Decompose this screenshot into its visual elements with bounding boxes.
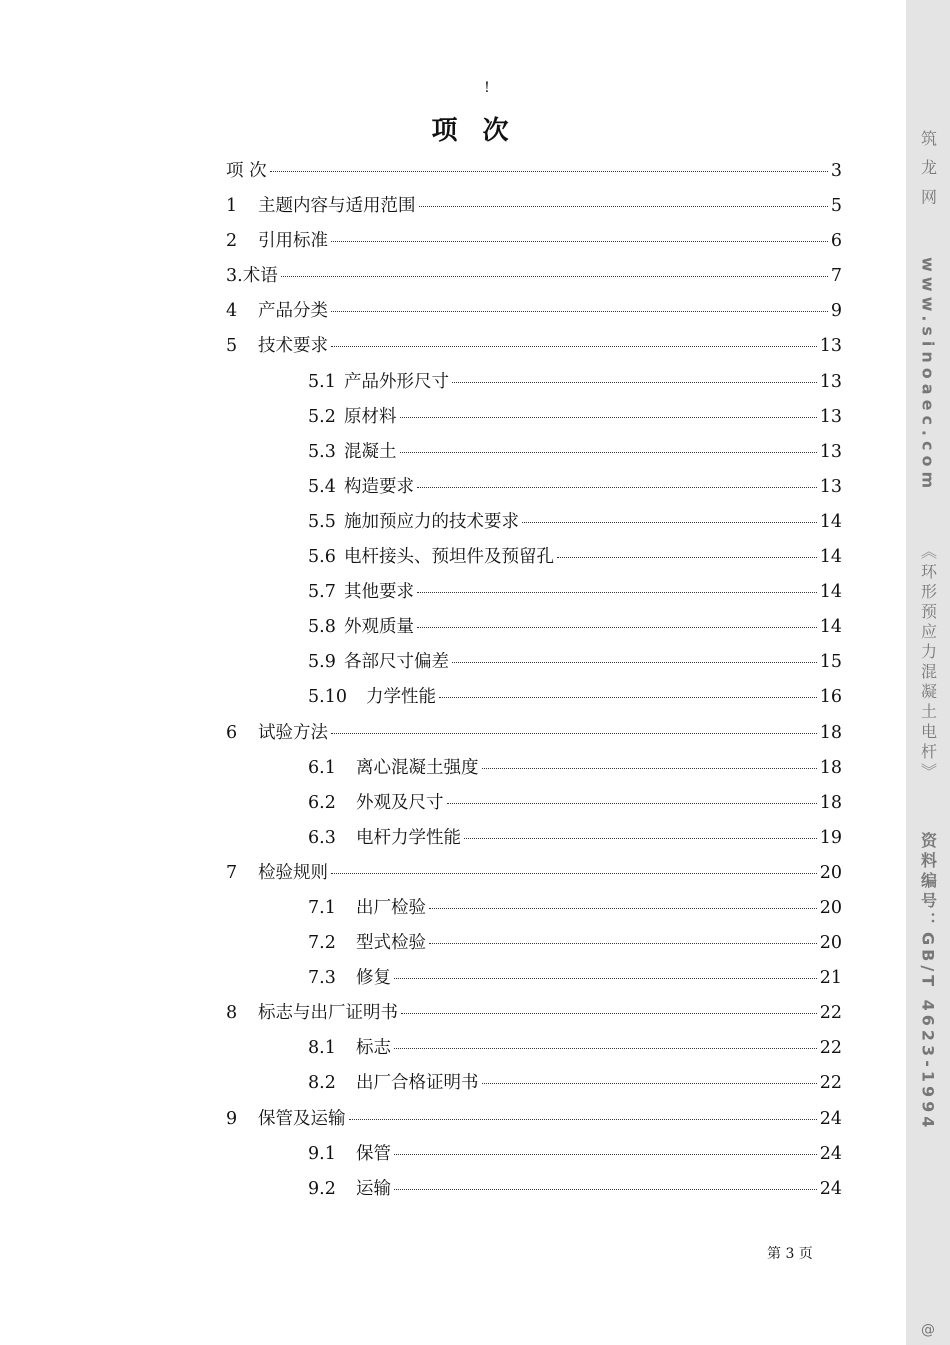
toc-entry[interactable] [226,964,842,999]
dot-leader [522,522,817,523]
toc-entry-number: 6.3 [308,827,336,848]
toc-entry-label: 试验方法 [258,722,328,743]
toc-entry-label: 出厂检验 [356,897,426,918]
dot-leader [400,417,817,418]
toc-entry-label: 施加预应力的技术要求 [344,511,519,532]
toc-entry[interactable] [226,262,842,297]
toc-entry-number: 5.6 [308,547,336,568]
toc-entry-label: 混凝土 [344,441,397,462]
toc-entry-number: 9 [226,1108,238,1129]
toc-entry-label: 修复 [356,968,391,989]
toc-entry-page: 7 [830,266,842,287]
toc-entry-label: 标志与出厂证明书 [258,1003,398,1024]
toc-entry[interactable] [226,1105,842,1140]
toc-entry-label: 外观质量 [344,617,414,638]
toc-entry-label: 电杆接头、预坦件及预留孔 [344,547,554,568]
toc-entry-number: 7 [226,862,238,883]
sidebar-doc-code: 资料编号：GB/T 4623-1994 [918,831,938,1131]
dot-leader [429,943,817,944]
toc-entry-number: 7.3 [308,968,336,989]
toc-entry[interactable] [226,438,842,473]
toc-entry-page: 24 [819,1143,842,1164]
toc-entry-number: 4 [226,301,238,322]
dot-leader [419,206,828,207]
toc-entry-label: 型式检验 [356,933,426,954]
toc-entry-label: 各部尺寸偏差 [344,652,449,673]
toc-entry-page: 18 [819,757,842,778]
toc-entry-label: 技术要求 [258,336,328,357]
toc-entry-label: 产品外形尺寸 [344,371,449,392]
dot-leader [400,452,817,453]
toc-entry-page: 20 [819,862,842,883]
toc-entry-page: 24 [819,1108,842,1129]
toc-entry-number: 5.2 [308,406,336,427]
toc-entry-label: 运输 [356,1178,391,1199]
toc-entry[interactable] [226,508,842,543]
toc-entry-page: 20 [819,897,842,918]
sidebar-url: www.sinoaec.com [918,257,938,494]
sidebar-text [917,130,940,1131]
toc-entry[interactable] [226,403,842,438]
dot-leader [331,733,817,734]
toc-entry[interactable] [226,1175,842,1210]
toc-entry-label: 其他要求 [344,582,414,603]
dot-leader [270,171,828,172]
dot-leader [452,382,817,383]
toc-entry[interactable] [226,789,842,824]
toc-entry-label: 保管及运输 [258,1108,346,1129]
toc-entry[interactable] [226,1140,842,1175]
toc-entry[interactable] [226,543,842,578]
toc-entry-page: 13 [819,406,842,427]
dot-leader [331,873,817,874]
dot-leader [401,1013,817,1014]
toc-entry-page: 22 [819,1003,842,1024]
toc-entry-label: 力学性能 [366,687,436,708]
toc-entry-number: 9.1 [308,1143,336,1164]
toc-entry[interactable] [226,368,842,403]
toc-entry-label: 出厂合格证明书 [356,1073,479,1094]
dot-leader [482,1083,817,1084]
sidebar-doc-title: 《环形预应力混凝土电杆》 [918,542,938,783]
dot-leader [331,346,817,347]
toc-entry-page: 15 [819,652,842,673]
toc-entry[interactable] [226,332,842,367]
toc-entry-label: 电杆力学性能 [356,827,461,848]
toc-entry-number: 5 [226,336,238,357]
toc-entry[interactable] [226,473,842,508]
dot-leader [417,487,817,488]
toc-entry[interactable] [226,859,842,894]
dot-leader [394,1048,817,1049]
dot-leader [464,838,817,839]
toc-entry[interactable] [226,648,842,683]
toc-entry[interactable] [226,894,842,929]
toc-entry-page: 18 [819,722,842,743]
toc-entry[interactable] [226,683,842,718]
dot-leader [417,592,817,593]
dot-leader [349,1119,817,1120]
toc-entry[interactable] [226,999,842,1034]
toc-entry-label: 标志 [356,1038,391,1059]
toc-entry-number: 5.7 [308,582,336,603]
toc-entry-number: 7.2 [308,933,336,954]
toc-entry[interactable] [226,1069,842,1104]
toc-entry-label: 离心混凝土强度 [356,757,479,778]
toc-entry[interactable] [226,719,842,754]
toc-entry-label: 产品分类 [258,301,328,322]
sidebar-site-name: 筑 龙 网 [918,130,938,209]
toc-entry-page: 13 [819,371,842,392]
toc-entry-label: 外观及尺寸 [356,792,444,813]
toc-entry-label: 检验规则 [258,862,328,883]
toc-entry-number: 5.4 [308,476,336,497]
sidebar-at-symbol: @ [921,1322,935,1338]
toc-entry-label: 项 次 [226,161,267,181]
toc-entry-label: 构造要求 [344,476,414,497]
toc-entry-page: 6 [830,231,842,252]
toc-entry-number: 6.1 [308,757,336,778]
toc-entry[interactable] [226,1034,842,1069]
dot-leader [281,276,828,277]
toc-entry-page: 3 [830,161,842,181]
toc-entry-page: 20 [819,933,842,954]
dot-leader [482,768,817,769]
dot-leader [452,662,817,663]
toc-entry-number: 1 [226,196,238,217]
toc-entry-label: 主题内容与适用范围 [258,196,416,217]
toc-entry[interactable] [226,929,842,964]
toc-entry-number: 7.1 [308,897,336,918]
dot-leader [394,1154,817,1155]
toc-entry-number: 8 [226,1003,238,1024]
toc-entry-page: 14 [819,617,842,638]
toc-entry-page: 22 [819,1038,842,1059]
toc-entry-page: 18 [819,792,842,813]
toc-entry-label: 原材料 [344,406,397,427]
page-title: 项 次 [431,116,517,146]
dot-leader [394,978,817,979]
dot-leader [447,803,817,804]
toc-entry-page: 14 [819,582,842,603]
toc-entry-number: 6 [226,722,238,743]
toc-entry[interactable] [226,754,842,789]
toc-entry[interactable] [226,824,842,859]
toc-entry-number: 2 [226,231,238,252]
toc-entry-number: 5.1 [308,371,336,392]
toc-entry-label: 引用标准 [258,231,328,252]
table-of-contents [226,157,842,1210]
toc-entry-page: 16 [819,687,842,708]
toc-entry-page: 13 [819,336,842,357]
toc-entry-number: 9.2 [308,1178,336,1199]
toc-entry-label: 保管 [356,1143,391,1164]
toc-entry[interactable] [226,227,842,262]
watermark-sidebar [906,0,950,1345]
toc-entry-page: 14 [819,511,842,532]
dot-leader [557,557,817,558]
toc-entry-page: 13 [819,441,842,462]
toc-entry[interactable] [226,157,842,192]
toc-entry-page: 19 [819,827,842,848]
toc-entry[interactable] [226,613,842,648]
toc-entry-page: 14 [819,547,842,568]
dot-leader [429,908,817,909]
toc-entry-page: 13 [819,476,842,497]
toc-entry-number: 6.2 [308,792,336,813]
page-number-footer: 第 3 页 [767,1246,813,1262]
toc-entry-label: 3.术语 [226,266,278,287]
toc-entry[interactable] [226,297,842,332]
dot-leader [417,627,817,628]
dot-leader [439,697,817,698]
toc-entry-page: 9 [830,301,842,322]
toc-entry-page: 24 [819,1178,842,1199]
dot-leader [394,1189,817,1190]
dot-leader [331,241,828,242]
toc-entry-number: 5.9 [308,652,336,673]
toc-entry-number: 5.10 [308,687,347,708]
dot-leader [331,311,828,312]
toc-entry-number: 8.2 [308,1073,336,1094]
toc-entry-number: 5.3 [308,441,336,462]
toc-entry[interactable] [226,578,842,613]
toc-entry-page: 22 [819,1073,842,1094]
page-mark: ! [484,80,490,96]
toc-entry-page: 5 [830,196,842,217]
toc-entry-number: 5.5 [308,511,336,532]
toc-entry-number: 8.1 [308,1038,336,1059]
toc-entry-page: 21 [819,968,842,989]
toc-entry[interactable] [226,192,842,227]
toc-entry-number: 5.8 [308,617,336,638]
